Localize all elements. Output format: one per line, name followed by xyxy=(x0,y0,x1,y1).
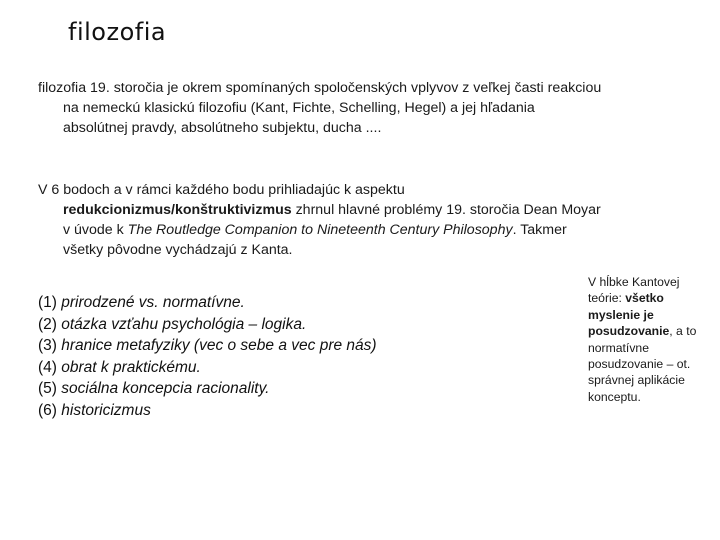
moyar-paragraph-intro: V 6 bodoch a v rámci každého bodu prihliadajúc k aspektu xyxy=(38,182,405,198)
problem-item xyxy=(38,400,377,422)
problem-text: otázka vzťahu psychológia – logika. xyxy=(56,315,307,333)
problems-list xyxy=(38,292,377,421)
moyar-paragraph-middle: zhrnul hlavné problémy 19. storočia Dean Moyar v úvode k xyxy=(63,202,601,238)
moyar-paragraph-bold-term: redukcionizmus/konštruktivizmus xyxy=(63,202,292,218)
moyar-paragraph-book-title: The Routledge Companion to Nineteenth Century Philosophy xyxy=(127,222,513,238)
problem-text: prirodzené vs. normatívne. xyxy=(56,294,245,311)
side-note-bold: všetko myslenie je posudzovanie xyxy=(588,291,670,339)
problem-number: (6) xyxy=(38,401,57,419)
side-note xyxy=(588,274,710,405)
slide-title: filozofia xyxy=(68,18,167,46)
problem-number: (2) xyxy=(38,315,57,333)
problem-text: historicizmus xyxy=(56,401,151,419)
intro-paragraph-text: filozofia 19. storočia je okrem spomínaných spoločenských vplyvov z veľkej časti reakciou na nemeckú klasickú filozofiu (Kant, Fichte, Schelling, Hegel) a jej hľadania absolútnej pravdy, absolútneho subjektu, ducha .... xyxy=(38,80,602,136)
moyar-paragraph-end: . Takmer všetky pôvodne vychádzajú z Kanta. xyxy=(63,222,567,258)
problem-number: (5) xyxy=(38,380,57,397)
problem-text: sociálna koncepcia racionality. xyxy=(56,380,270,397)
intro-paragraph xyxy=(38,78,603,138)
problem-item xyxy=(38,357,377,379)
side-note-part2: , a to normatívne posudzovanie – ot. správnej aplikácie konceptu. xyxy=(588,324,697,404)
problem-number: (3) xyxy=(38,337,57,354)
problem-item xyxy=(38,314,377,336)
problem-text: obrat k praktickému. xyxy=(56,358,201,376)
problem-item xyxy=(38,335,377,357)
problem-text: hranice metafyziky (vec o sebe a vec pre nás) xyxy=(56,337,377,354)
moyar-paragraph xyxy=(38,180,603,260)
problem-number: (4) xyxy=(38,358,57,376)
problem-item xyxy=(38,292,377,314)
side-note-part1: V hĺbke Kantovej teórie: xyxy=(588,275,680,306)
problem-number: (1) xyxy=(38,294,57,311)
problem-item xyxy=(38,378,377,400)
